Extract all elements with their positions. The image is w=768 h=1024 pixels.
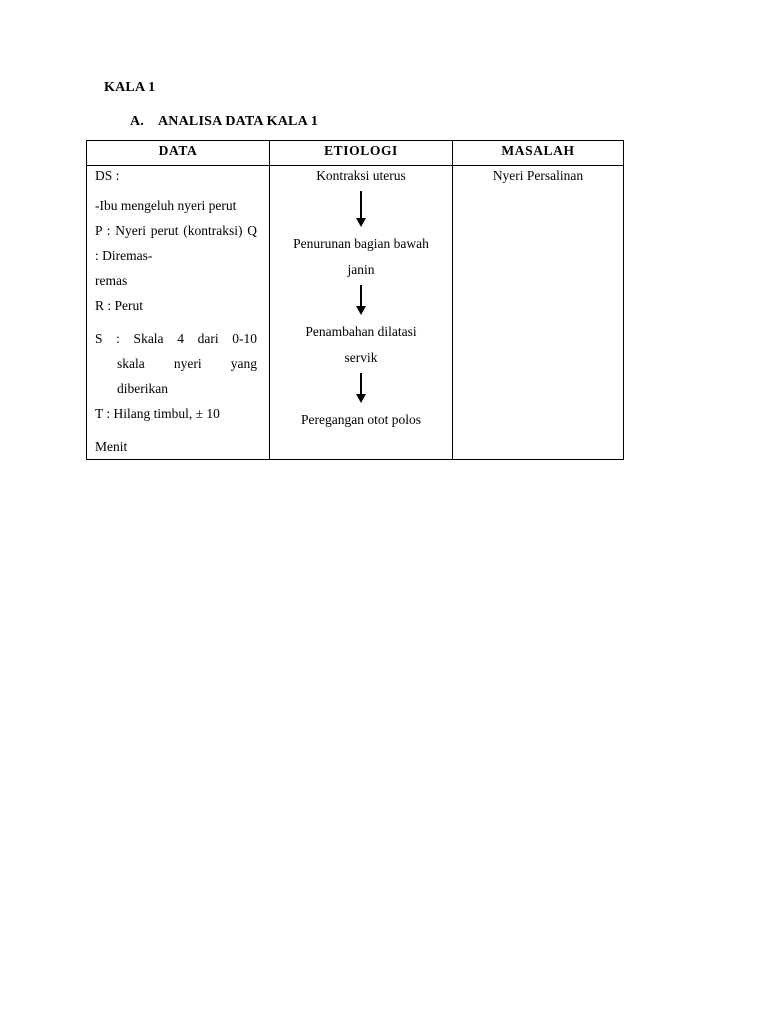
header-masalah: MASALAH	[453, 141, 624, 166]
s-line-3: diberikan	[117, 381, 168, 396]
ds-label: DS :	[95, 168, 120, 183]
table-row	[87, 166, 624, 460]
header-data: DATA	[87, 141, 270, 166]
header-etiologi: ETIOLOGI	[270, 141, 453, 166]
etiologi-step-4: Peregangan otot polos	[301, 412, 421, 427]
complaint-text: -Ibu mengeluh nyeri perut	[95, 198, 237, 213]
masalah-cell	[453, 166, 624, 460]
s-line: S : Skala 4 dari 0-10	[95, 331, 257, 346]
down-arrow-icon	[356, 191, 366, 227]
analysis-table	[86, 140, 624, 460]
t-line: T : Hilang timbul, ± 10	[95, 406, 220, 421]
etiologi-step-2: Penurunan bagian bawah janin	[293, 236, 429, 277]
data-cell	[87, 166, 270, 460]
p-line: P : Nyeri perut (kontraksi) Q : Diremas-	[95, 223, 257, 263]
section-title-text: ANALISA DATA KALA 1	[158, 114, 319, 129]
masalah-text: Nyeri Persalinan	[492, 168, 584, 183]
etiologi-step-1: Kontraksi uterus	[316, 168, 406, 183]
kala-title: KALA 1	[104, 80, 156, 95]
s-line-2: skala nyeri yang	[117, 356, 257, 371]
table-header-row	[87, 141, 624, 166]
etiologi-cell	[270, 166, 453, 460]
t-line-continued: Menit	[95, 439, 128, 454]
p-line-continued: remas	[95, 273, 128, 288]
down-arrow-icon	[356, 285, 366, 315]
section-title	[130, 114, 318, 130]
down-arrow-icon	[356, 373, 366, 403]
r-line: R : Perut	[95, 298, 144, 313]
section-number: A.	[130, 114, 145, 129]
etiologi-step-3: Penambahan dilatasi servik	[305, 324, 417, 365]
